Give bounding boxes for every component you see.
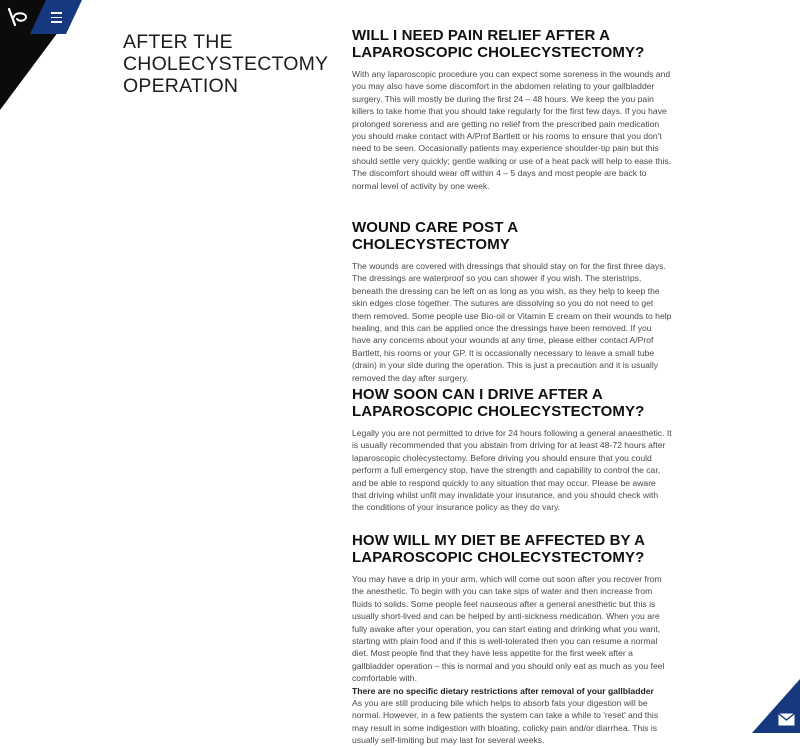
section-bold-line: There are no specific dietary restrictions after removal of your gallbladder xyxy=(352,685,654,696)
hamburger-menu-icon[interactable] xyxy=(44,8,68,26)
section-heading: WILL I NEED PAIN RELIEF AFTER A LAPAROSCOPIC CHOLECYSTECTOMY? xyxy=(352,27,645,61)
section-diet xyxy=(352,533,672,747)
section-body-continued: As you are still producing bile which helps to absorb fats your digestion will be normal. However, in a few patients the system can take a while to 'reset' and this may result in some indigestion with bloating, colicky pain and/or diarrhea. This is usually self-limiting but may last for several weeks. xyxy=(352,698,659,746)
page-title: AFTER THE CHOLECYSTECTOMY OPERATION xyxy=(123,31,328,97)
section-heading: HOW SOON CAN I DRIVE AFTER A LAPAROSCOPIC CHOLECYSTECTOMY? xyxy=(352,386,645,420)
envelope-icon[interactable] xyxy=(778,713,795,726)
section-body: You may have a drip in your arm, which will come out soon after you recover from the anesthetic. To begin with you can take sips of water and then increase from fluids to solids. Some people feel nauseous after a general anesthetic but this is usually short-lived and can be helped by anti-sickness medication. When you are fully awake after your operation, you can start eating and drinking what you want, starting with plain food and if this is well-tolerated then you can resume a normal diet. Most people find that they have less appetite for the first week after a gallbladder operation – this is normal and you should only eat as much as you feel comfortable with. xyxy=(352,574,665,684)
section-driving xyxy=(352,387,672,533)
section-body: With any laparoscopic procedure you can expect some soreness in the wounds and you may also have some discomfort in the abdomen relating to your gallbladder surgery. This will mostly be during the first 24 – 48 hours. We keep the you pain killers to take home that you should take regularly for the first few days. If you have prolonged soreness and are getting no relief from the prescribed pain medication you should make contact with A/Prof Bartlett or his rooms to ensure that you don't need to be seen. Occasionally patients may experience shoulder-tip pain but this should settle very quickly; gentle walking or use of a heat pack will help to ease this. The discomfort should wear off within 4 – 5 days and most people are back to normal level of activity by one week. xyxy=(352,69,672,191)
section-wound-care xyxy=(352,220,672,387)
section-body: The wounds are covered with dressings that should stay on for the first three days. The dressings are waterproof so you can shower if you wish. The steristrips, beneath the dressing can be left on as long as you wish, as they help to keep the skin edges close together. The sutures are dissolving so you do not need to get them removed. Some people use Bio-oil or Vitamin E cream on their wounds to help healing, and this can be applied once the dressings have been removed. If you have any concerns about your wounds at any time, please either contact A/Prof Bartlett, his rooms or your GP. It is occasionally necessary to leave a small tube (drain) in your side during the operation. This is just a precaution and it is usually removed the day after surgery. xyxy=(352,261,672,383)
brand-logo-icon[interactable] xyxy=(6,6,32,28)
section-body: Legally you are not permitted to drive for 24 hours following a general anaesthetic. It is usually recommended that you abstain from driving for at least 48-72 hours after laparoscopic cholecystectomy. Before driving you should ensure that you could perform a full emergency stop, have the strength and capability to control the car, and be able to respond quickly to any situation that may occur. Please be aware that driving whilst unfit may invalidate your insurance, and you should check with the conditions of your insurance policy as they do vary. xyxy=(352,428,672,513)
main-content xyxy=(352,28,672,747)
section-heading: HOW WILL MY DIET BE AFFECTED BY A LAPAROSCOPIC CHOLECYSTECTOMY? xyxy=(352,532,645,566)
section-pain-relief xyxy=(352,28,672,220)
section-heading: WOUND CARE POST A CHOLECYSTECTOMY xyxy=(352,219,518,253)
